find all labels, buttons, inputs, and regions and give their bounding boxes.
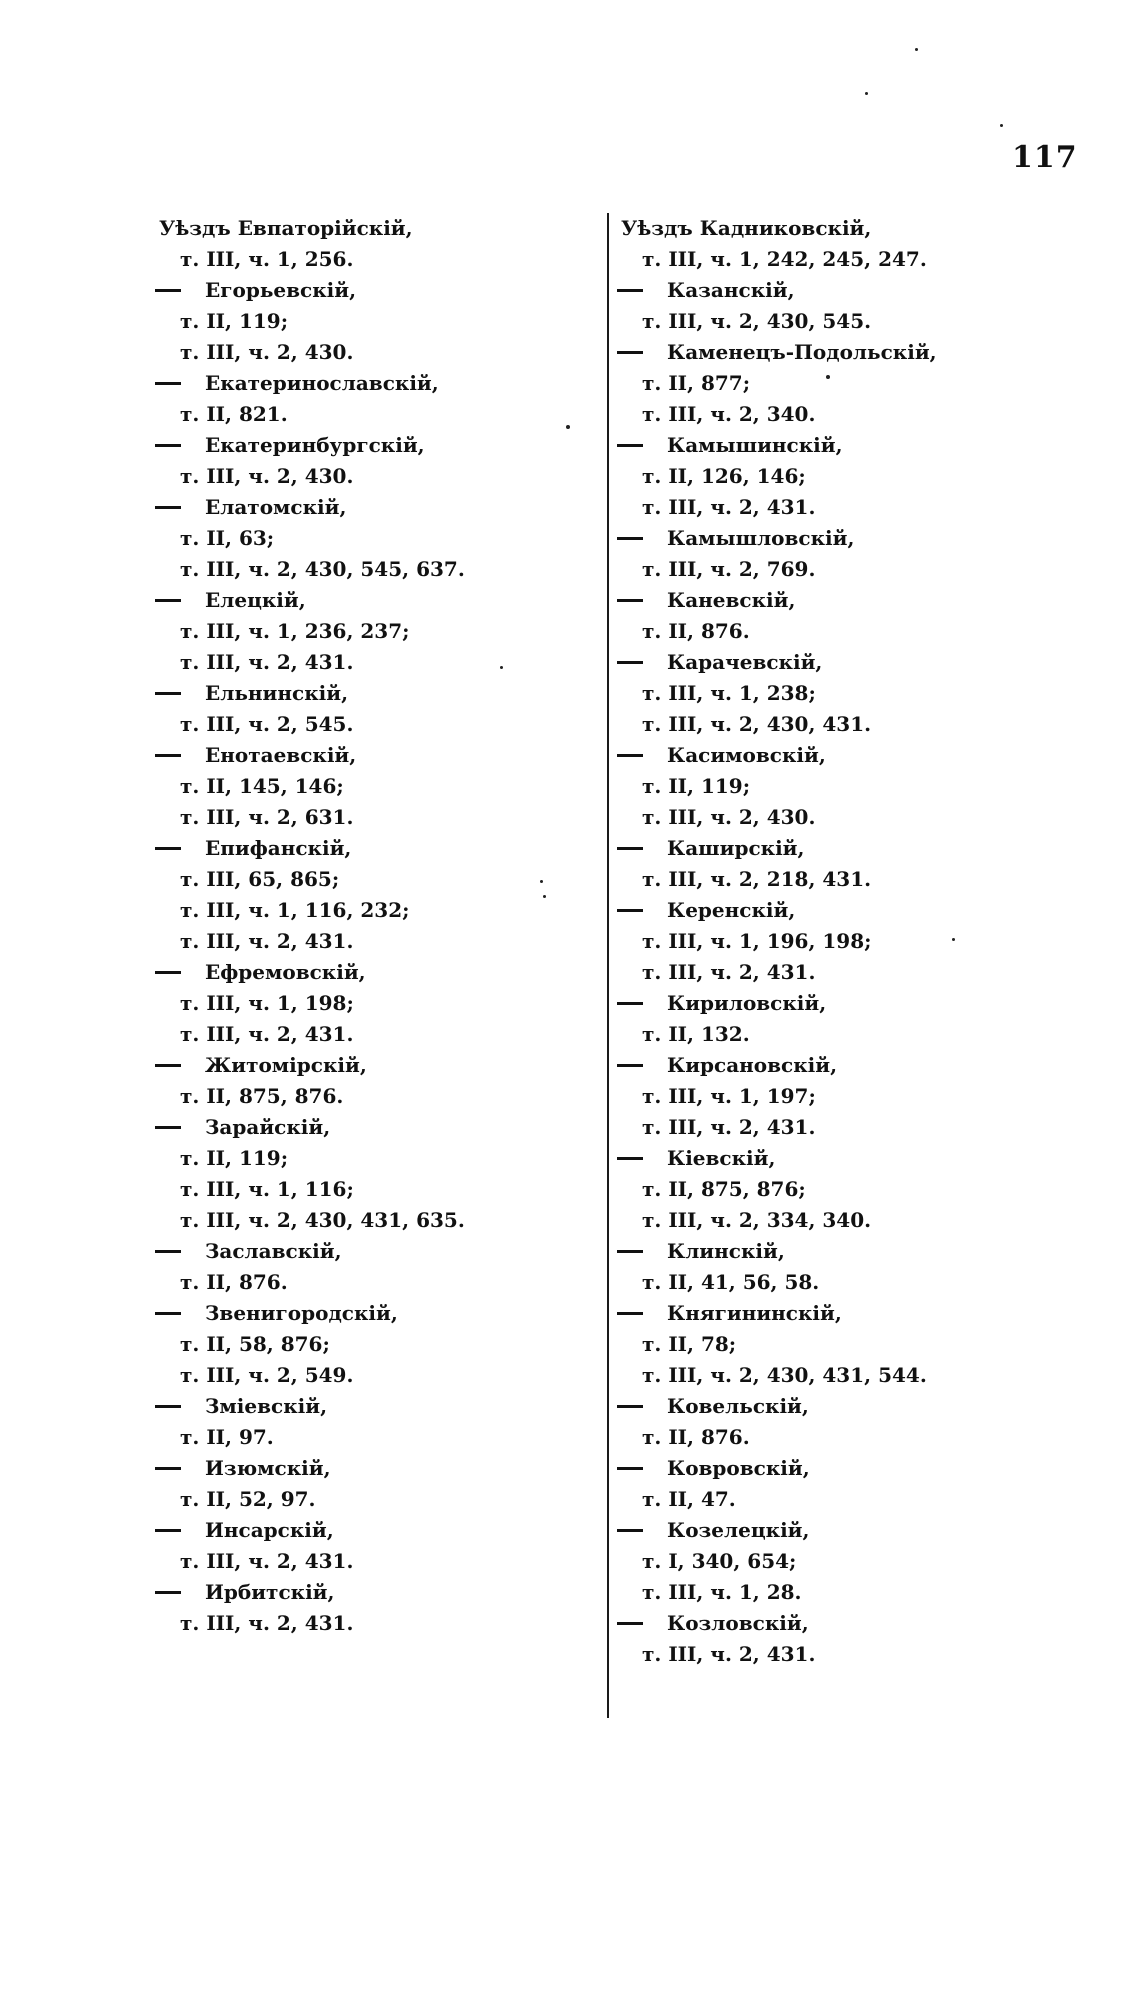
ditto-dash [617, 1467, 643, 1470]
index-text: Зміевскій, [205, 1394, 328, 1418]
index-text: Каменецъ-Подольскій, [667, 340, 937, 364]
index-reference [155, 1205, 575, 1236]
index-entry [617, 833, 1037, 864]
index-text: т. III, ч. 2, 431. [180, 1022, 354, 1046]
index-text: т. III, ч. 2, 431. [642, 495, 816, 519]
index-entry [155, 678, 575, 709]
index-reference [617, 1112, 1037, 1143]
index-reference [617, 244, 1037, 275]
ditto-dash [155, 1312, 181, 1315]
index-reference [155, 461, 575, 492]
ditto-dash [155, 1126, 181, 1129]
ditto-dash [155, 754, 181, 757]
index-reference [617, 802, 1037, 833]
index-reference [155, 399, 575, 430]
index-reference [155, 1422, 575, 1453]
index-text: т. II, 875, 876; [642, 1177, 806, 1201]
index-reference [617, 1205, 1037, 1236]
index-reference [617, 1360, 1037, 1391]
index-text: Екатеринбургскій, [205, 433, 425, 457]
index-text: т. III, ч. 1, 116, 232; [180, 898, 410, 922]
index-text: т. III, ч. 2, 431. [642, 960, 816, 984]
index-reference [155, 1608, 575, 1639]
ditto-dash [617, 289, 643, 292]
index-text: Ковровскій, [667, 1456, 810, 1480]
index-reference [617, 1639, 1037, 1670]
index-entry [617, 647, 1037, 678]
index-text: т. II, 119; [180, 309, 289, 333]
index-text: Ефремовскій, [205, 960, 366, 984]
index-text: т. III, ч. 2, 769. [642, 557, 816, 581]
ditto-dash [617, 847, 643, 850]
index-reference [617, 926, 1037, 957]
ditto-dash [155, 382, 181, 385]
index-text: т. III, ч. 2, 430. [180, 340, 354, 364]
index-text: Заславскій, [205, 1239, 342, 1263]
index-reference [155, 1143, 575, 1174]
print-speck [543, 895, 546, 898]
index-reference [155, 616, 575, 647]
index-reference [617, 1546, 1037, 1577]
index-reference [155, 554, 575, 585]
index-text: Каширскій, [667, 836, 805, 860]
index-entry [155, 368, 575, 399]
index-reference [155, 988, 575, 1019]
index-text: т. III, ч. 2, 334, 340. [642, 1208, 872, 1232]
index-reference [617, 864, 1037, 895]
ditto-dash [155, 1467, 181, 1470]
index-column-left [155, 213, 575, 1639]
index-text: Каневскій, [667, 588, 796, 612]
index-text: т. III, ч. 1, 242, 245, 247. [642, 247, 927, 271]
index-text: т. III, ч. 1, 28. [642, 1580, 802, 1604]
index-text: т. III, ч. 1, 256. [180, 247, 354, 271]
index-reference [617, 1484, 1037, 1515]
ditto-dash [617, 351, 643, 354]
index-text: т. III, ч. 1, 238; [642, 681, 816, 705]
ditto-dash [617, 754, 643, 757]
index-entry [155, 957, 575, 988]
index-reference [155, 1019, 575, 1050]
index-entry [155, 1515, 575, 1546]
index-reference [155, 1174, 575, 1205]
ditto-dash [617, 1064, 643, 1067]
index-text: Козелецкій, [667, 1518, 810, 1542]
index-reference [617, 368, 1037, 399]
index-entry [617, 740, 1037, 771]
index-text: Ковельскій, [667, 1394, 809, 1418]
index-text: Клинскій, [667, 1239, 785, 1263]
index-text: Елатомскій, [205, 495, 347, 519]
index-text: т. III, ч. 2, 430. [642, 805, 816, 829]
print-speck [1000, 124, 1003, 127]
ditto-dash [155, 971, 181, 974]
index-text: Енотаевскій, [205, 743, 357, 767]
ditto-dash [155, 1405, 181, 1408]
ditto-dash [155, 847, 181, 850]
index-entry [155, 1112, 575, 1143]
index-reference [155, 1267, 575, 1298]
index-text: т. III, 65, 865; [180, 867, 340, 891]
ditto-dash [617, 1405, 643, 1408]
index-text: Кіевскій, [667, 1146, 776, 1170]
index-reference [155, 337, 575, 368]
index-entry [155, 1391, 575, 1422]
index-text: Камышинскій, [667, 433, 843, 457]
index-text: Керенскій, [667, 898, 796, 922]
index-reference [617, 1081, 1037, 1112]
index-text: т. III, ч. 1, 197; [642, 1084, 816, 1108]
index-text: т. II, 41, 56, 58. [642, 1270, 820, 1294]
index-entry [155, 1236, 575, 1267]
index-reference [155, 895, 575, 926]
index-text: т. II, 145, 146; [180, 774, 344, 798]
ditto-dash [155, 289, 181, 292]
index-text: т. III, ч. 2, 430. [180, 464, 354, 488]
index-text: Козловскій, [667, 1611, 809, 1635]
ditto-dash [155, 444, 181, 447]
index-text: т. II, 876. [642, 619, 750, 643]
index-text: т. III, ч. 1, 116; [180, 1177, 354, 1201]
index-text: Ирбитскій, [205, 1580, 335, 1604]
index-entry [617, 430, 1037, 461]
index-text: Епифанскій, [205, 836, 352, 860]
index-text: т. II, 52, 97. [180, 1487, 316, 1511]
index-text: т. II, 876. [642, 1425, 750, 1449]
index-entry [617, 275, 1037, 306]
index-entry [617, 585, 1037, 616]
index-reference [617, 554, 1037, 585]
index-reference [617, 1329, 1037, 1360]
index-reference [617, 957, 1037, 988]
print-speck [540, 880, 543, 883]
index-entry [617, 895, 1037, 926]
index-text: Звенигородскій, [205, 1301, 398, 1325]
ditto-dash [155, 1064, 181, 1067]
index-entry [155, 1453, 575, 1484]
index-text: Ельнинскій, [205, 681, 349, 705]
index-entry [617, 1608, 1037, 1639]
index-entry [617, 988, 1037, 1019]
ditto-dash [617, 1157, 643, 1160]
index-text: т. III, ч. 2, 430, 431, 544. [642, 1363, 927, 1387]
print-speck [566, 425, 570, 429]
ditto-dash [617, 537, 643, 540]
index-entry [617, 337, 1037, 368]
index-text: Уѣздъ Евпаторійскій, [159, 216, 413, 240]
print-speck [500, 666, 503, 669]
index-text: т. III, ч. 2, 431. [180, 929, 354, 953]
index-entry [617, 1391, 1037, 1422]
index-entry [617, 1515, 1037, 1546]
index-entry [617, 1453, 1037, 1484]
index-text: т. III, ч. 2, 431. [642, 1115, 816, 1139]
print-speck [865, 92, 868, 95]
index-reference [617, 709, 1037, 740]
index-text: т. III, ч. 2, 218, 431. [642, 867, 872, 891]
ditto-dash [617, 444, 643, 447]
index-text: т. II, 47. [642, 1487, 736, 1511]
index-text: т. III, ч. 2, 430, 545, 637. [180, 557, 465, 581]
index-text: т. II, 132. [642, 1022, 750, 1046]
index-reference [617, 616, 1037, 647]
index-heading [617, 213, 1037, 244]
index-text: т. II, 97. [180, 1425, 274, 1449]
ditto-dash [155, 692, 181, 695]
index-text: Уѣздъ Кадниковскій, [621, 216, 872, 240]
index-entry [155, 1050, 575, 1081]
ditto-dash [155, 1529, 181, 1532]
index-entry [617, 1298, 1037, 1329]
index-entry [617, 1236, 1037, 1267]
index-text: т. III, ч. 2, 431. [180, 650, 354, 674]
index-text: т. II, 821. [180, 402, 288, 426]
ditto-dash [155, 506, 181, 509]
index-text: Казанскій, [667, 278, 795, 302]
index-text: Инсарскій, [205, 1518, 334, 1542]
index-text: т. II, 119; [642, 774, 751, 798]
ditto-dash [617, 1312, 643, 1315]
print-speck [952, 938, 955, 941]
index-text: т. III, ч. 2, 431. [180, 1549, 354, 1573]
ditto-dash [155, 599, 181, 602]
index-text: Зарайскій, [205, 1115, 331, 1139]
index-text: т. II, 63; [180, 526, 275, 550]
ditto-dash [617, 909, 643, 912]
index-text: Елецкій, [205, 588, 306, 612]
print-speck [915, 48, 918, 51]
ditto-dash [617, 1002, 643, 1005]
index-reference [155, 647, 575, 678]
index-entry [155, 585, 575, 616]
index-reference [617, 1019, 1037, 1050]
column-divider [607, 213, 609, 1718]
index-text: Кирсановскій, [667, 1053, 838, 1077]
index-text: т. II, 126, 146; [642, 464, 806, 488]
index-entry [155, 430, 575, 461]
index-text: т. III, ч. 2, 545. [180, 712, 354, 736]
print-speck [826, 375, 830, 379]
index-entry [155, 1298, 575, 1329]
index-text: Карачевскій, [667, 650, 823, 674]
index-text: т. III, ч. 2, 430, 545. [642, 309, 872, 333]
index-text: т. II, 78; [642, 1332, 737, 1356]
index-entry [155, 1577, 575, 1608]
index-reference [617, 492, 1037, 523]
index-text: Касимовскій, [667, 743, 826, 767]
ditto-dash [617, 1529, 643, 1532]
index-reference [155, 1360, 575, 1391]
index-reference [155, 306, 575, 337]
index-text: т. III, ч. 2, 431. [180, 1611, 354, 1635]
index-reference [155, 1546, 575, 1577]
index-reference [155, 1329, 575, 1360]
index-reference [617, 678, 1037, 709]
index-reference [617, 1422, 1037, 1453]
index-text: Кириловскій, [667, 991, 827, 1015]
index-text: Изюмскій, [205, 1456, 331, 1480]
index-reference [155, 1081, 575, 1112]
index-reference [155, 523, 575, 554]
index-reference [617, 1577, 1037, 1608]
page-number: 117 [1012, 140, 1078, 175]
ditto-dash [155, 1591, 181, 1594]
index-reference [155, 244, 575, 275]
index-reference [617, 1174, 1037, 1205]
ditto-dash [155, 1250, 181, 1253]
index-reference [617, 771, 1037, 802]
index-heading [155, 213, 575, 244]
ditto-dash [617, 599, 643, 602]
index-text: Егорьевскій, [205, 278, 357, 302]
index-reference [155, 771, 575, 802]
index-text: т. III, ч. 1, 236, 237; [180, 619, 410, 643]
index-text: т. II, 876. [180, 1270, 288, 1294]
index-column-right [617, 213, 1037, 1670]
index-reference [617, 399, 1037, 430]
index-reference [617, 1267, 1037, 1298]
index-entry [617, 1050, 1037, 1081]
index-text: т. III, ч. 2, 430, 431, 635. [180, 1208, 465, 1232]
index-text: т. II, 58, 876; [180, 1332, 330, 1356]
index-reference [155, 709, 575, 740]
index-text: т. III, ч. 2, 430, 431. [642, 712, 872, 736]
index-entry [155, 275, 575, 306]
ditto-dash [617, 1250, 643, 1253]
index-entry [617, 523, 1037, 554]
index-reference [617, 306, 1037, 337]
index-entry [155, 833, 575, 864]
index-reference [617, 461, 1037, 492]
index-text: т. III, ч. 2, 549. [180, 1363, 354, 1387]
ditto-dash [617, 661, 643, 664]
index-reference [155, 1484, 575, 1515]
index-reference [155, 802, 575, 833]
index-text: т. III, ч. 1, 196, 198; [642, 929, 872, 953]
index-text: Камышловскій, [667, 526, 855, 550]
index-text: т. II, 119; [180, 1146, 289, 1170]
ditto-dash [617, 1622, 643, 1625]
index-text: т. II, 877; [642, 371, 751, 395]
index-text: Княгининскій, [667, 1301, 842, 1325]
index-entry [617, 1143, 1037, 1174]
index-text: т. III, ч. 2, 340. [642, 402, 816, 426]
index-text: Житомірскій, [205, 1053, 367, 1077]
index-text: т. III, ч. 2, 431. [642, 1642, 816, 1666]
index-text: Екатеринославскій, [205, 371, 439, 395]
index-reference [155, 926, 575, 957]
index-entry [155, 492, 575, 523]
index-reference [155, 864, 575, 895]
index-text: т. II, 875, 876. [180, 1084, 344, 1108]
index-text: т. III, ч. 1, 198; [180, 991, 354, 1015]
index-text: т. I, 340, 654; [642, 1549, 797, 1573]
index-text: т. III, ч. 2, 631. [180, 805, 354, 829]
index-entry [155, 740, 575, 771]
